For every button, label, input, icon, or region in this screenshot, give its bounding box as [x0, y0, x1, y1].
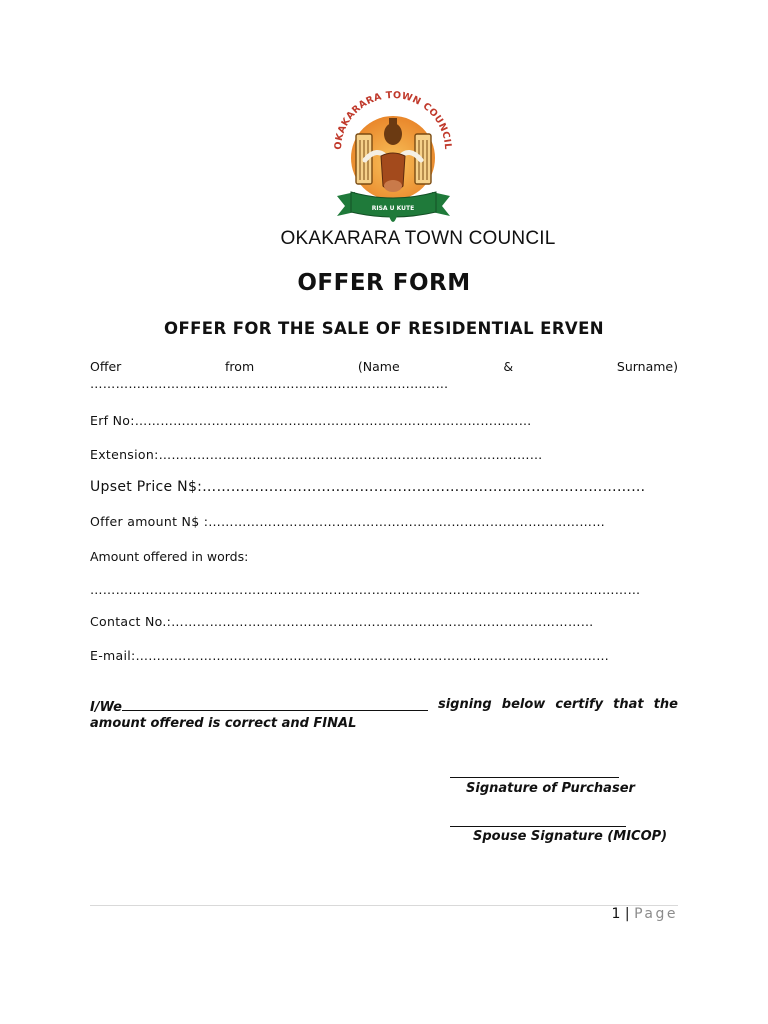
name-underline-field[interactable] — [122, 697, 428, 711]
offer-from-word: Surname) — [616, 359, 678, 374]
extension-field[interactable]: Extension:……………………………………………………………………………… — [90, 447, 543, 462]
spouse-signature-line[interactable] — [450, 826, 626, 827]
amount-words-field[interactable]: ………………………………………………………………………………………………………………… — [90, 582, 641, 597]
form-subtitle: OFFER FOR THE SALE OF RESIDENTIAL ERVEN — [164, 319, 604, 338]
offer-from-word: & — [503, 359, 514, 374]
cert-word: the — [653, 697, 678, 712]
contact-no-field[interactable]: Contact No.:……………………………………………………………………………………… — [90, 614, 594, 629]
purchaser-signature-label: Signature of Purchaser — [466, 781, 635, 796]
page-number-value: 1 — [611, 906, 621, 922]
page-number — [612, 906, 678, 922]
page-word: Page — [634, 906, 678, 922]
council-logo — [331, 88, 456, 233]
spouse-signature-label: Spouse Signature (MICOP) — [473, 829, 668, 844]
offer-from-word: Offer — [90, 359, 122, 374]
cert-word: signing — [437, 697, 492, 712]
cert-prefix: I/We — [90, 700, 122, 715]
council-name: OKAKARARA TOWN COUNCIL — [280, 228, 556, 249]
cert-word: below — [501, 697, 546, 712]
offer-from-label — [90, 359, 678, 374]
email-field[interactable]: E-mail:………………………………………………………………………………………………… — [90, 648, 610, 663]
svg-text:RISA U KUTE: RISA U KUTE — [371, 205, 415, 212]
cert-word: certify — [555, 697, 604, 712]
footer-divider — [90, 905, 678, 906]
offer-from-word: from — [225, 359, 255, 374]
amount-words-label: Amount offered in words: — [90, 549, 249, 564]
svg-text:OKAKARARA TOWN COUNCIL: OKAKARARA TOWN COUNCIL — [332, 89, 454, 151]
offer-from-field[interactable]: ………………………………………………………………………… — [90, 376, 449, 391]
erf-no-field[interactable]: Erf No:………………………………………………………………………………… — [90, 413, 532, 428]
certification-statement — [90, 697, 678, 732]
form-title: OFFER FORM — [297, 270, 471, 296]
cert-line-2: amount offered is correct and FINAL — [90, 716, 357, 731]
cert-word: that — [613, 697, 644, 712]
upset-price-field[interactable]: Upset Price N$:………………………………………………………………………………… — [90, 479, 646, 495]
purchaser-signature-line[interactable] — [450, 777, 619, 778]
page-separator: | — [620, 906, 635, 922]
offer-amount-field[interactable]: Offer amount N$ :………………………………………………………………………………… — [90, 514, 606, 529]
offer-from-word: (Name — [357, 359, 400, 374]
